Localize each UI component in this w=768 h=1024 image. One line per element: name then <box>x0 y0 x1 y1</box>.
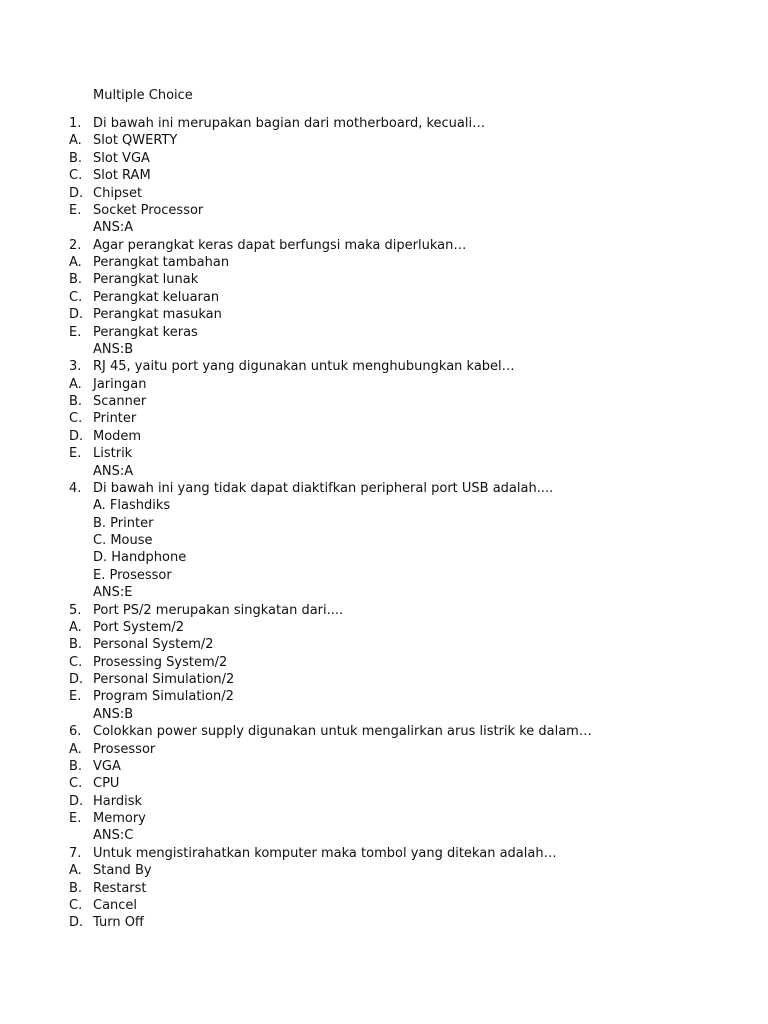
document-line <box>0 688 768 705</box>
document-line <box>0 654 768 671</box>
line-text: ANS:E <box>93 585 133 601</box>
line-marker: B. <box>69 394 83 409</box>
line-marker: 1. <box>69 116 82 131</box>
line-text: Scanner <box>93 394 147 409</box>
line-marker: D. <box>69 672 84 687</box>
document-line <box>0 741 768 758</box>
document-line <box>0 827 768 844</box>
question-list <box>0 115 768 932</box>
line-text: ANS:A <box>93 220 134 236</box>
line-text: ANS:B <box>93 706 134 722</box>
document-line <box>0 115 768 132</box>
line-text: Perangkat keluaran <box>93 289 220 305</box>
line-marker: C. <box>69 411 83 427</box>
line-text: CPU <box>93 776 120 792</box>
line-text: A. Flashdiks <box>93 498 171 514</box>
line-marker: D. <box>69 185 84 201</box>
line-marker: D. <box>69 793 84 809</box>
document-line <box>0 515 768 532</box>
line-text: Cancel <box>93 897 138 913</box>
line-marker: A. <box>69 741 82 757</box>
line-text: Port PS/2 merupakan singkatan dari.... <box>93 602 344 618</box>
line-marker: B. <box>69 637 83 653</box>
line-text: Modem <box>93 428 142 444</box>
document-line <box>0 202 768 219</box>
document-line <box>0 497 768 514</box>
document-line <box>0 810 768 827</box>
line-text: E. Prosessor <box>93 567 172 583</box>
document-title: Multiple Choice <box>93 88 193 103</box>
document-line <box>0 237 768 254</box>
line-marker: D. <box>69 428 84 444</box>
document-line <box>0 289 768 306</box>
line-text: Prosessing System/2 <box>93 654 228 670</box>
line-text: Untuk mengistirahatkan komputer maka tombol yang ditekan adalah… <box>93 845 557 861</box>
document-line <box>0 480 768 497</box>
document-line <box>0 880 768 897</box>
line-marker: E. <box>69 689 82 705</box>
line-text: Colokkan power supply digunakan untuk mengalirkan arus listrik ke dalam… <box>93 724 592 740</box>
line-text: VGA <box>93 758 121 774</box>
line-text: Slot QWERTY <box>93 133 178 149</box>
line-marker: 2. <box>69 237 82 253</box>
document-line <box>0 306 768 323</box>
document-line <box>0 636 768 653</box>
line-text: Port System/2 <box>93 619 185 635</box>
line-marker: A. <box>69 619 82 635</box>
document-line <box>0 393 768 410</box>
line-marker: C. <box>69 897 83 913</box>
line-marker: 7. <box>69 845 82 861</box>
document-line <box>0 271 768 288</box>
document-line <box>0 254 768 271</box>
line-text: Slot RAM <box>93 168 151 184</box>
document-line <box>0 775 768 792</box>
document-line <box>0 602 768 619</box>
document-line <box>0 793 768 810</box>
document-line <box>0 758 768 775</box>
line-text: Chipset <box>93 185 143 201</box>
line-marker: 5. <box>69 602 82 618</box>
line-text: Slot VGA <box>93 150 150 166</box>
line-text: D. Handphone <box>93 550 187 566</box>
line-marker: A. <box>69 255 82 270</box>
line-marker: D. <box>69 307 84 323</box>
line-marker: A. <box>69 863 82 879</box>
line-marker: B. <box>69 272 83 288</box>
line-text: Prosessor <box>93 741 156 757</box>
line-marker: B. <box>69 758 83 774</box>
document-line <box>0 567 768 584</box>
line-text: Perangkat lunak <box>93 272 199 288</box>
line-text: Restarst <box>93 880 147 896</box>
document-line <box>0 410 768 427</box>
line-marker: B. <box>69 880 83 896</box>
document-line <box>0 845 768 862</box>
line-text: Jaringan <box>93 376 147 392</box>
document-line <box>0 671 768 688</box>
line-marker: E. <box>69 446 82 462</box>
line-marker: B. <box>69 150 83 166</box>
document-line <box>0 723 768 740</box>
document-line <box>0 341 768 358</box>
line-text: Perangkat tambahan <box>93 255 230 270</box>
line-marker: E. <box>69 324 82 340</box>
document-line <box>0 584 768 601</box>
document-line <box>0 619 768 636</box>
line-text: C. Mouse <box>93 533 153 548</box>
line-marker: C. <box>69 168 83 184</box>
line-text: Personal Simulation/2 <box>93 672 235 687</box>
line-text: Di bawah ini merupakan bagian dari motherboard, kecuali… <box>93 116 486 131</box>
line-text: Turn Off <box>93 915 144 931</box>
line-text: Socket Processor <box>93 202 204 218</box>
line-text: Memory <box>93 811 146 826</box>
line-text: B. Printer <box>93 515 154 531</box>
document-line <box>0 132 768 149</box>
line-marker: 3. <box>69 359 82 375</box>
line-marker: E. <box>69 811 82 826</box>
line-marker: D. <box>69 915 84 931</box>
document-line <box>0 185 768 202</box>
document-line <box>0 549 768 566</box>
line-marker: E. <box>69 202 82 218</box>
line-marker: C. <box>69 776 83 792</box>
document-line <box>0 358 768 375</box>
line-text: Hardisk <box>93 793 143 809</box>
line-marker: 6. <box>69 724 82 740</box>
document-line <box>0 324 768 341</box>
line-marker: A. <box>69 376 82 392</box>
line-text: ANS:A <box>93 463 134 479</box>
line-marker: C. <box>69 289 83 305</box>
line-text: Program Simulation/2 <box>93 689 234 705</box>
document-line <box>0 897 768 914</box>
line-text: Listrik <box>93 446 133 462</box>
line-text: Agar perangkat keras dapat berfungsi maka diperlukan… <box>93 237 467 253</box>
document-line <box>0 706 768 723</box>
document-line <box>0 532 768 549</box>
document-line <box>0 914 768 931</box>
document-line <box>0 219 768 236</box>
line-marker: C. <box>69 654 83 670</box>
line-marker: 4. <box>69 480 82 496</box>
line-text: Perangkat keras <box>93 324 198 340</box>
document-line <box>0 862 768 879</box>
line-text: RJ 45, yaitu port yang digunakan untuk menghubungkan kabel… <box>93 359 515 375</box>
document-line <box>0 428 768 445</box>
document-line <box>0 463 768 480</box>
document-line <box>0 150 768 167</box>
line-text: Printer <box>93 411 137 427</box>
document-line <box>0 376 768 393</box>
line-text: ANS:B <box>93 341 134 357</box>
line-text: Stand By <box>93 863 152 879</box>
line-marker: A. <box>69 133 82 149</box>
line-text: Perangkat masukan <box>93 307 222 323</box>
document-line <box>0 445 768 462</box>
line-text: ANS:C <box>93 828 134 844</box>
line-text: Personal System/2 <box>93 637 214 653</box>
line-text: Di bawah ini yang tidak dapat diaktifkan peripheral port USB adalah.... <box>93 480 554 496</box>
document-line <box>0 167 768 184</box>
